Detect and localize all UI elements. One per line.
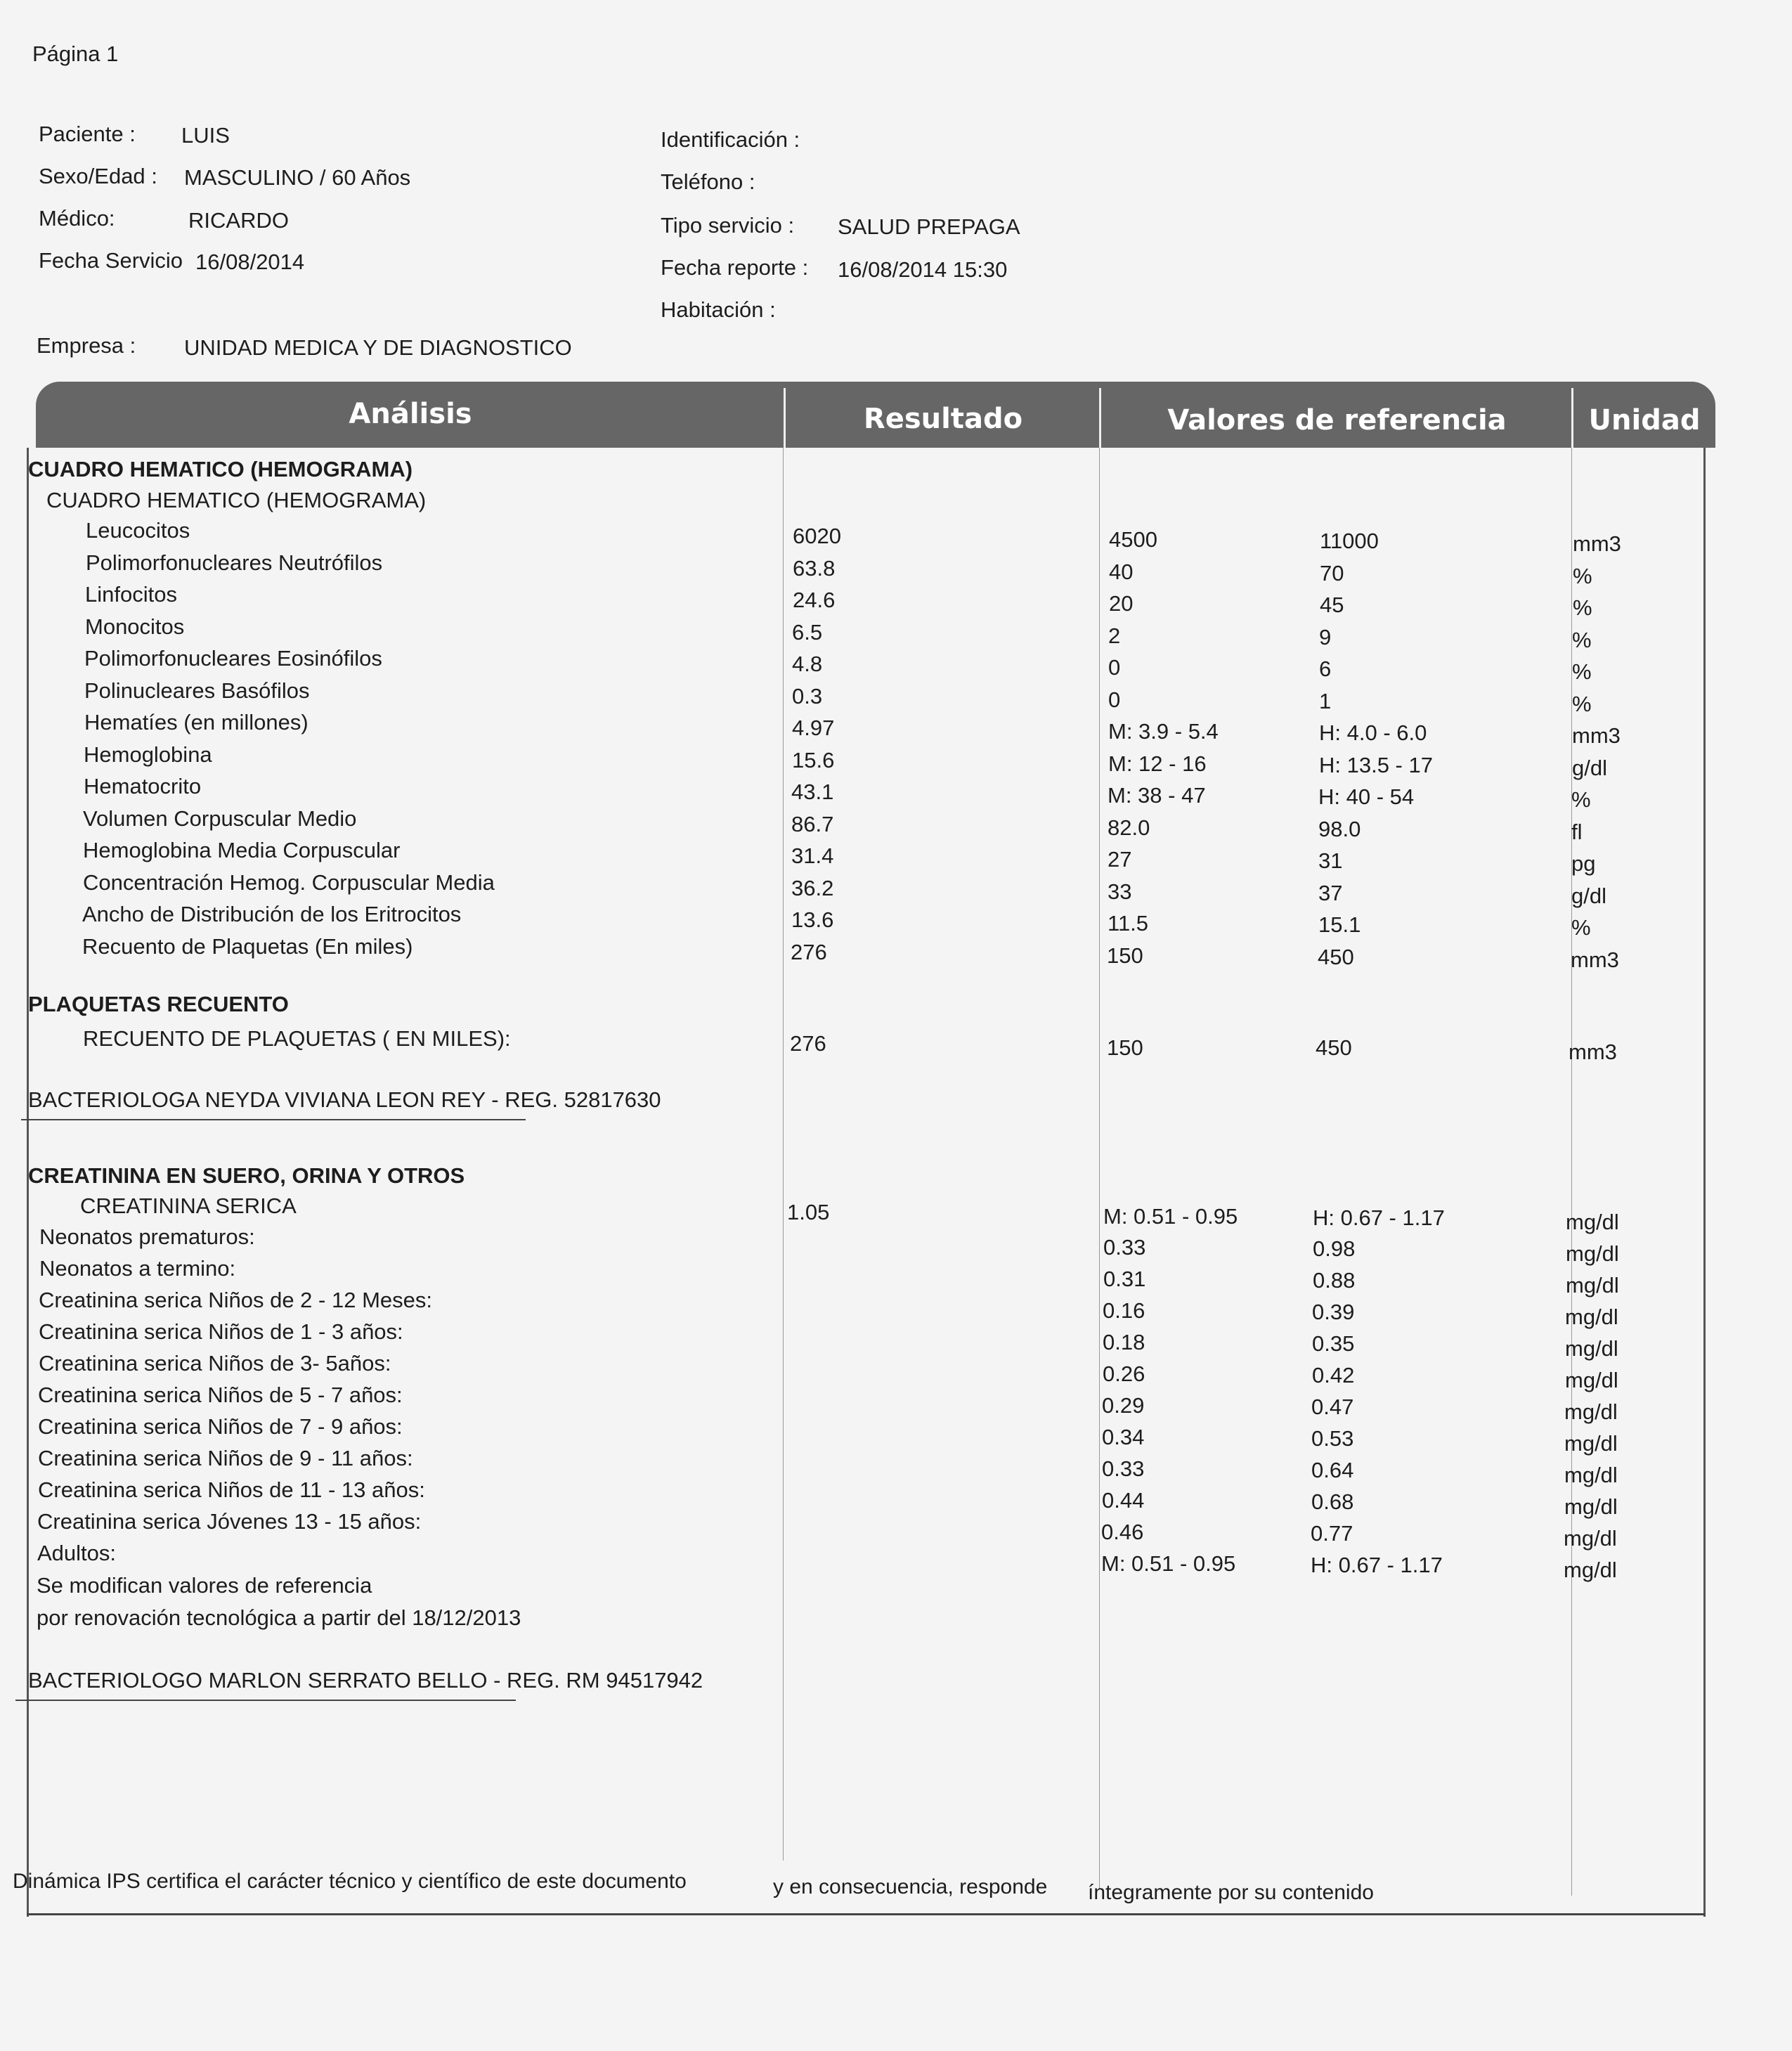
reference-min: 0 [1108, 655, 1121, 680]
result-value: 276 [791, 939, 827, 964]
section-title-creatinina: CREATININA EN SUERO, ORINA Y OTROS [28, 1163, 465, 1188]
result-value: 24.6 [793, 588, 836, 612]
plaquetas-ref-min: 150 [1107, 1035, 1143, 1060]
fecha-servicio-value: 16/08/2014 [195, 250, 305, 274]
sexo-edad-label: Sexo/Edad : [39, 164, 157, 188]
unit-value: pg [1571, 851, 1596, 876]
unit-value: % [1572, 659, 1592, 684]
analysis-name: Polimorfonucleares Eosinófilos [84, 646, 382, 671]
unit-value: fl [1571, 819, 1583, 844]
analysis-name: Volumen Corpuscular Medio [83, 805, 357, 831]
result-value: 6020 [793, 524, 841, 548]
table-bottom-border [27, 1913, 1706, 1915]
sexo-edad-value: MASCULINO / 60 Años [184, 165, 411, 190]
header-valores-referencia: Valores de referencia [1167, 404, 1507, 436]
reference-min: 82.0 [1108, 815, 1150, 840]
reference-max: 0.53 [1311, 1426, 1354, 1451]
telefono-label: Teléfono : [661, 169, 755, 194]
fecha-servicio-label: Fecha Servicio [39, 248, 183, 273]
bacteriologa-name: BACTERIOLOGA NEYDA VIVIANA LEON REY [28, 1087, 486, 1112]
unit-value: g/dl [1571, 883, 1606, 908]
section-title-plaquetas: PLAQUETAS RECUENTO [28, 992, 289, 1016]
tipo-servicio-value: SALUD PREPAGA [838, 214, 1020, 239]
footer-part-3: íntegramente por su contenido [1088, 1881, 1374, 1904]
result-value: 13.6 [791, 907, 834, 932]
paciente-label: Paciente : [39, 122, 136, 146]
analysis-name: Linfocitos [85, 582, 177, 607]
identificacion-label: Identificación : [661, 127, 800, 152]
unit-value: mg/dl [1566, 1273, 1619, 1298]
reference-label: Creatinina serica Niños de 11 - 13 años: [38, 1477, 425, 1502]
reference-min: 0.46 [1101, 1520, 1144, 1544]
result-value: 15.6 [792, 747, 835, 772]
subsection-title-hemograma: CUADRO HEMATICO (HEMOGRAMA) [46, 488, 427, 512]
reference-max: 9 [1319, 624, 1332, 649]
tipo-servicio-label: Tipo servicio : [661, 213, 795, 238]
analysis-name: Concentración Hemog. Corpuscular Media [83, 869, 495, 895]
unit-value: mg/dl [1564, 1526, 1617, 1551]
reference-max: 450 [1318, 944, 1354, 969]
medico-label: Médico: [39, 206, 115, 231]
reference-min: 0.16 [1103, 1298, 1145, 1323]
analysis-name: Hemoglobina [84, 742, 212, 767]
reference-min: M: 3.9 - 5.4 [1108, 719, 1219, 744]
reference-min: 150 [1107, 943, 1143, 968]
unit-value: mg/dl [1566, 1241, 1619, 1266]
analysis-name: Polinucleares Basófilos [84, 678, 310, 703]
result-value: 43.1 [791, 779, 834, 804]
plaquetas-unit: mm3 [1569, 1040, 1617, 1064]
reference-label: Creatinina serica Niños de 1 - 3 años: [39, 1319, 403, 1344]
reference-label: Creatinina serica Niños de 5 - 7 años: [38, 1383, 403, 1407]
reference-max: 15.1 [1318, 912, 1361, 937]
reference-label: Creatinina serica Niños de 2 - 12 Meses: [39, 1288, 432, 1312]
result-value: 4.97 [792, 716, 835, 740]
reference-max: 45 [1320, 593, 1344, 617]
reference-max: 0.47 [1311, 1395, 1354, 1419]
reference-label: Creatinina serica Jóvenes 13 - 15 años: [37, 1509, 422, 1534]
creatinina-serica-unit: mg/dl [1566, 1210, 1619, 1234]
unit-value: mg/dl [1564, 1463, 1618, 1487]
reference-label: Neonatos a termino: [39, 1256, 236, 1281]
analysis-name: Ancho de Distribución de los Eritrocitos [82, 902, 462, 926]
reference-min: M: 0.51 - 0.95 [1101, 1551, 1236, 1576]
fecha-reporte-label: Fecha reporte : [661, 255, 809, 280]
reference-label: Creatinina serica Niños de 9 - 11 años: [38, 1446, 413, 1470]
reference-max: 0.35 [1312, 1331, 1355, 1356]
header-unidad: Unidad [1588, 404, 1701, 436]
reference-min: 0.33 [1103, 1235, 1146, 1260]
unit-value: % [1573, 595, 1592, 620]
bacteriologo-reg: - REG. RM 94517942 [487, 1668, 703, 1693]
plaquetas-ref-max: 450 [1316, 1035, 1352, 1060]
reference-min: 0.18 [1103, 1330, 1145, 1354]
unit-value: mg/dl [1564, 1494, 1618, 1519]
note-line-1: Se modifican valores de referencia [37, 1573, 372, 1598]
reference-min: 40 [1109, 559, 1134, 584]
bacteriologo-name: BACTERIOLOGO MARLON SERRATO BELLO [28, 1668, 488, 1693]
reference-max: 98.0 [1318, 816, 1361, 841]
section-title-hemograma: CUADRO HEMATICO (HEMOGRAMA) [28, 457, 413, 481]
reference-min: 27 [1108, 847, 1132, 872]
unit-value: % [1572, 691, 1592, 716]
reference-max: 70 [1320, 560, 1344, 585]
reference-min: 0 [1108, 687, 1121, 712]
medico-value: RICARDO [188, 208, 289, 233]
analysis-name: Monocitos [85, 614, 185, 639]
reference-min: 0.34 [1102, 1425, 1145, 1449]
reference-max: H: 13.5 - 17 [1319, 752, 1433, 777]
result-value: 31.4 [791, 843, 834, 868]
plaquetas-result: 276 [790, 1031, 826, 1056]
reference-max: 11000 [1320, 529, 1379, 553]
reference-max: 0.39 [1312, 1300, 1355, 1324]
column-divider [783, 448, 784, 1861]
reference-max: 6 [1319, 656, 1332, 681]
reference-min: 0.31 [1103, 1267, 1146, 1291]
unit-value: mg/dl [1564, 1558, 1617, 1582]
note-line-2: por renovación tecnológica a partir del 18/12/2013 [37, 1605, 521, 1630]
habitacion-label: Habitación : [661, 297, 776, 322]
reference-max: H: 4.0 - 6.0 [1319, 720, 1427, 745]
creatinina-serica-ref-m: M: 0.51 - 0.95 [1103, 1204, 1238, 1229]
footer-part-1: Dinámica IPS certifica el carácter técnico y científico de este documento [13, 1870, 687, 1893]
header-divider [1099, 388, 1101, 448]
unit-value: % [1571, 787, 1591, 812]
signature-underline [21, 1119, 526, 1120]
header-divider [1571, 388, 1573, 448]
reference-min: 0.29 [1102, 1393, 1145, 1418]
reference-label: Adultos: [37, 1541, 117, 1565]
reference-min: 0.26 [1103, 1361, 1145, 1386]
reference-min: 11.5 [1108, 911, 1149, 936]
unit-value: % [1571, 915, 1591, 940]
reference-label: Creatinina serica Niños de 3- 5años: [39, 1351, 391, 1376]
unit-value: % [1572, 627, 1592, 652]
reference-min: M: 38 - 47 [1108, 783, 1206, 808]
reference-min: 2 [1108, 623, 1121, 648]
creatinina-serica-ref-h: H: 0.67 - 1.17 [1313, 1205, 1445, 1230]
analysis-name: Hemoglobina Media Corpuscular [83, 838, 401, 862]
bacteriologa-signature [28, 1087, 661, 1113]
signature-underline [15, 1700, 516, 1701]
table-right-border [1703, 448, 1706, 1917]
analysis-name: Leucocitos [86, 518, 190, 543]
unit-value: mg/dl [1564, 1431, 1618, 1456]
analysis-name: Hematíes (en millones) [84, 710, 309, 735]
reference-min: 33 [1108, 879, 1132, 904]
reference-min: 20 [1109, 591, 1134, 616]
empresa-label: Empresa : [37, 333, 136, 358]
unit-value: g/dl [1572, 755, 1607, 780]
unit-value: mm3 [1573, 531, 1621, 556]
header-divider [784, 388, 786, 448]
reference-max: 0.68 [1311, 1489, 1354, 1514]
bacteriologa-reg: - REG. 52817630 [485, 1087, 661, 1112]
reference-max: 0.98 [1313, 1236, 1356, 1261]
result-value: 36.2 [791, 875, 834, 900]
bacteriologo-signature [28, 1667, 703, 1694]
reference-max: 31 [1318, 848, 1343, 873]
result-value: 4.8 [792, 652, 823, 676]
analysis-name: Polimorfonucleares Neutrófilos [86, 550, 383, 575]
unit-value: mg/dl [1565, 1336, 1618, 1361]
reference-max: H: 0.67 - 1.17 [1311, 1553, 1443, 1577]
analysis-name: Hematocrito [84, 774, 202, 798]
column-divider [1099, 448, 1100, 1889]
footer-part-2: y en consecuencia, responde [773, 1875, 1048, 1898]
reference-min: M: 12 - 16 [1108, 751, 1207, 776]
unit-value: mm3 [1572, 723, 1621, 748]
creatinina-serica-result: 1.05 [787, 1200, 830, 1224]
paciente-value: LUIS [181, 123, 230, 148]
header-analisis: Análisis [349, 398, 472, 430]
result-value: 0.3 [792, 683, 823, 709]
reference-max: 0.77 [1311, 1521, 1353, 1546]
reference-min: 0.33 [1102, 1456, 1145, 1481]
unit-value: mg/dl [1564, 1399, 1618, 1424]
reference-max: 1 [1319, 688, 1332, 713]
unit-value: mg/dl [1565, 1368, 1618, 1392]
reference-max: 37 [1318, 880, 1343, 905]
reference-max: 0.42 [1312, 1363, 1355, 1387]
reference-max: 0.88 [1313, 1268, 1356, 1293]
footer-certification [13, 1868, 687, 1895]
result-value: 63.8 [793, 555, 836, 581]
unit-value: % [1573, 563, 1592, 588]
reference-max: H: 40 - 54 [1318, 784, 1415, 809]
unit-value: mm3 [1571, 947, 1619, 972]
reference-min: 4500 [1109, 527, 1157, 552]
fecha-reporte-value: 16/08/2014 15:30 [838, 257, 1008, 282]
page-number: Página 1 [32, 41, 119, 66]
empresa-value: UNIDAD MEDICA Y DE DIAGNOSTICO [184, 335, 572, 360]
analysis-name: Recuento de Plaquetas (En miles) [82, 933, 413, 959]
reference-min: 0.44 [1102, 1488, 1145, 1513]
result-value: 6.5 [792, 619, 823, 645]
creatinina-serica-name: CREATININA SERICA [80, 1193, 297, 1218]
reference-label: Neonatos prematuros: [39, 1224, 255, 1249]
reference-label: Creatinina serica Niños de 7 - 9 años: [38, 1414, 403, 1439]
unit-value: mg/dl [1565, 1305, 1618, 1329]
result-value: 86.7 [791, 811, 834, 836]
plaquetas-name: RECUENTO DE PLAQUETAS ( EN MILES): [83, 1026, 511, 1051]
header-resultado: Resultado [863, 403, 1023, 435]
reference-max: 0.64 [1311, 1458, 1354, 1482]
